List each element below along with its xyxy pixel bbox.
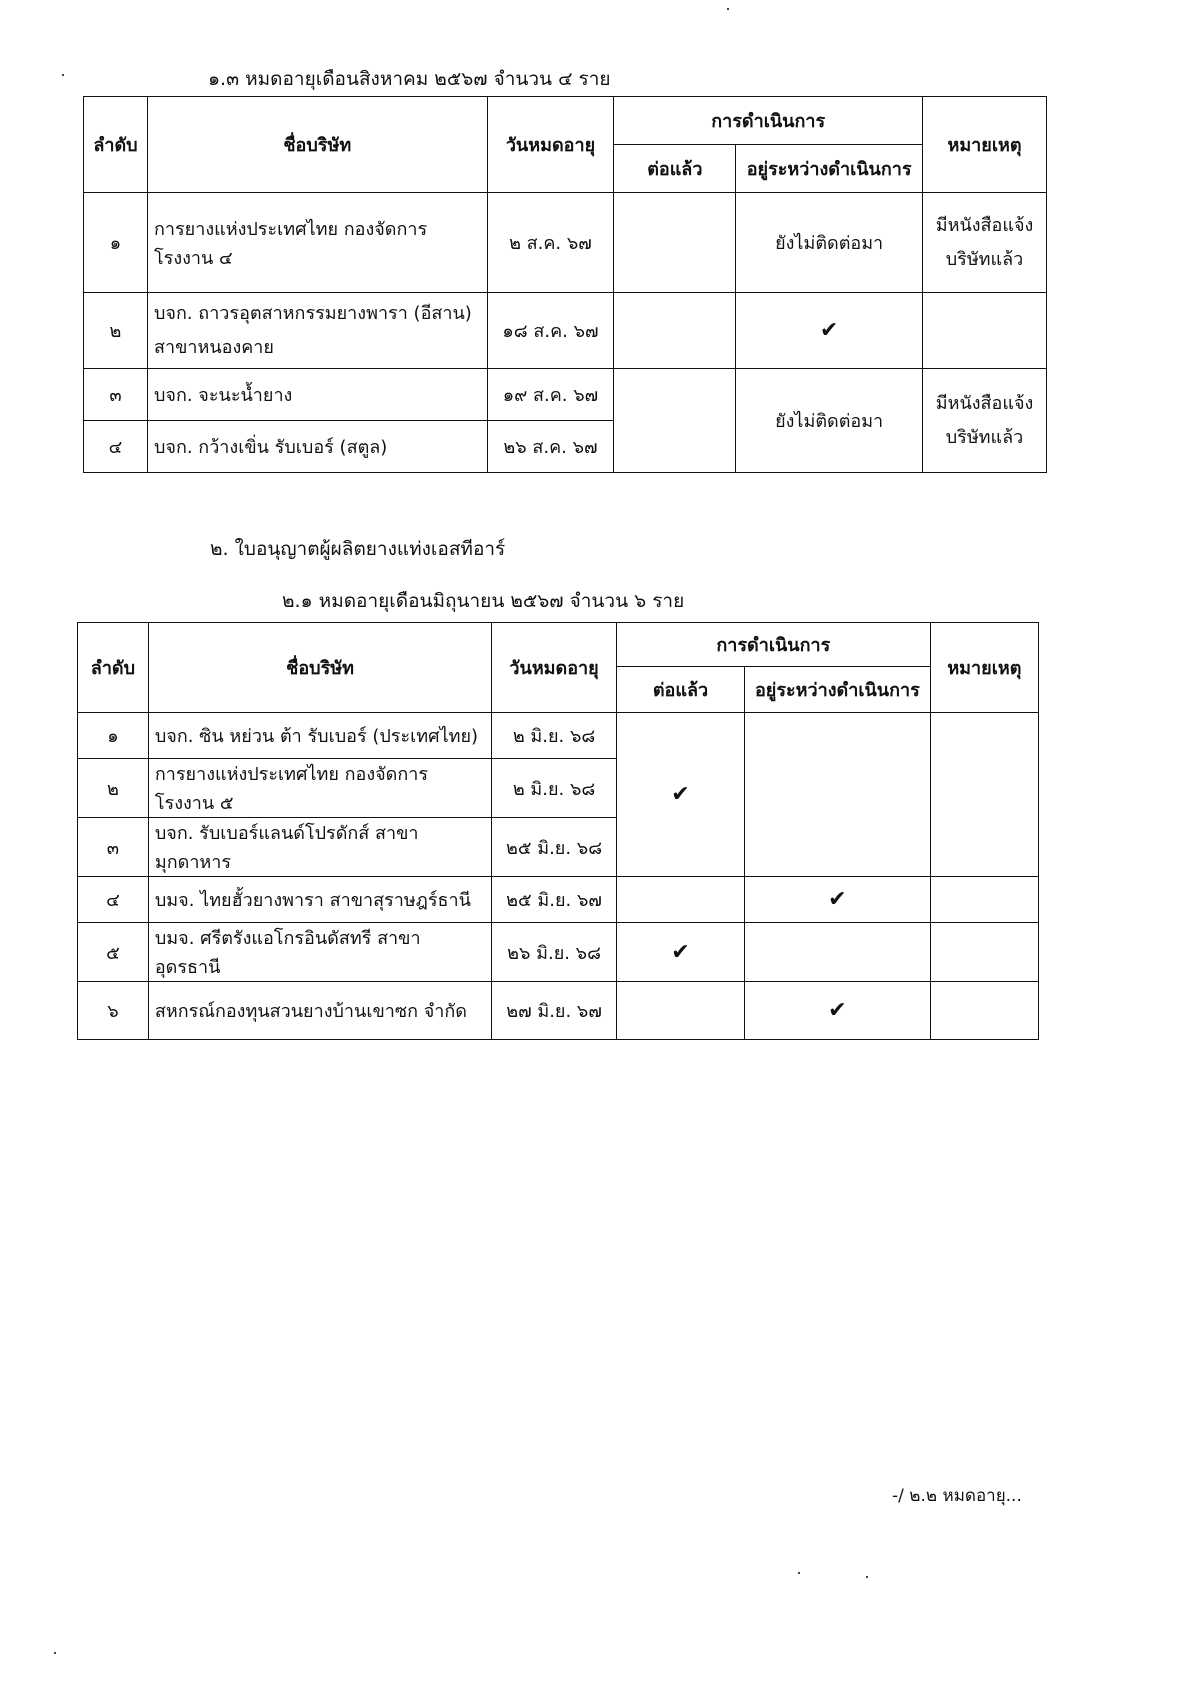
row-expiry: ๑๙ ส.ค. ๖๗ xyxy=(487,369,614,421)
row-company: การยางแห่งประเทศไทย กองจัดการโรงงาน ๕ xyxy=(148,759,491,818)
header-no: ลำดับ xyxy=(84,97,148,193)
header-expiry: วันหมดอายุ xyxy=(492,623,617,713)
table-june-expiry xyxy=(77,622,1039,1040)
row-company: บจก. รับเบอร์แลนด์โปรดักส์ สาขามุกดาหาร xyxy=(148,818,491,877)
row-company: บจก. กว้างเขิ่น รับเบอร์ (สตูล) xyxy=(147,421,487,473)
row-no: ๑ xyxy=(78,713,149,759)
row-in-progress: ยังไม่ติดต่อมา xyxy=(736,193,923,293)
check-icon: ✔ xyxy=(745,877,931,923)
header-company: ชื่อบริษัท xyxy=(148,623,491,713)
table-row xyxy=(78,923,1039,982)
header-company: ชื่อบริษัท xyxy=(147,97,487,193)
row-no: ๑ xyxy=(84,193,148,293)
section-2-title: ๒. ใบอนุญาตผู้ผลิตยางแท่งเอสทีอาร์ xyxy=(210,538,506,560)
row-no: ๒ xyxy=(78,759,149,818)
row-expiry: ๒๕ มิ.ย. ๖๘ xyxy=(492,818,617,877)
header-action: การดำเนินการ xyxy=(614,97,923,145)
header-in-progress: อยู่ระหว่างดำเนินการ xyxy=(736,145,923,193)
row-no: ๓ xyxy=(78,818,149,877)
row-no: ๓ xyxy=(84,369,148,421)
section-2-1-title: ๒.๑ หมดอายุเดือนมิถุนายน ๒๕๖๗ จำนวน ๖ ราย xyxy=(282,590,685,612)
remark-line-1: มีหนังสือแจ้ง xyxy=(935,392,1034,414)
remark-line-2: บริษัทแล้ว xyxy=(945,248,1024,270)
row-no: ๒ xyxy=(84,293,148,369)
header-expiry: วันหมดอายุ xyxy=(487,97,614,193)
row-remark xyxy=(930,713,1038,877)
row-company: สหกรณ์กองทุนสวนยางบ้านเขาซก จำกัด xyxy=(148,982,491,1040)
remark-line-1: มีหนังสือแจ้ง xyxy=(935,214,1034,236)
header-in-progress: อยู่ระหว่างดำเนินการ xyxy=(745,667,931,713)
row-company: การยางแห่งประเทศไทย กองจัดการโรงงาน ๔ xyxy=(147,193,487,293)
remark-line-2: บริษัทแล้ว xyxy=(945,426,1024,448)
row-renewed xyxy=(614,193,736,293)
check-icon: ✔ xyxy=(616,923,744,982)
row-no: ๔ xyxy=(84,421,148,473)
header-remark: หมายเหตุ xyxy=(923,97,1047,193)
section-1-3-title: ๑.๓ หมดอายุเดือนสิงหาคม ๒๕๖๗ จำนวน ๔ ราย xyxy=(208,68,611,90)
table-row xyxy=(78,877,1039,923)
header-remark: หมายเหตุ xyxy=(930,623,1038,713)
check-icon: ✔ xyxy=(745,982,931,1040)
check-icon: ✔ xyxy=(616,713,744,877)
table-august-expiry xyxy=(83,96,1047,473)
scan-speck xyxy=(727,8,729,10)
row-expiry: ๒๕ มิ.ย. ๖๗ xyxy=(492,877,617,923)
row-no: ๖ xyxy=(78,982,149,1040)
row-expiry: ๒๖ ส.ค. ๖๗ xyxy=(487,421,614,473)
row-remark xyxy=(923,293,1047,369)
row-renewed xyxy=(614,369,736,473)
scan-speck xyxy=(798,1572,800,1574)
row-no: ๔ xyxy=(78,877,149,923)
table-row xyxy=(84,293,1047,369)
row-no: ๕ xyxy=(78,923,149,982)
header-renewed: ต่อแล้ว xyxy=(614,145,736,193)
row-renewed xyxy=(616,982,744,1040)
table-row xyxy=(78,982,1039,1040)
table-row xyxy=(78,713,1039,759)
row-in-progress: ยังไม่ติดต่อมา xyxy=(736,369,923,473)
row-remark xyxy=(923,193,1047,293)
scan-speck xyxy=(54,1652,56,1654)
continuation-note: -/ ๒.๒ หมดอายุ... xyxy=(892,1486,1022,1506)
row-expiry: ๒ ส.ค. ๖๗ xyxy=(487,193,614,293)
row-remark xyxy=(930,982,1038,1040)
row-expiry: ๒ มิ.ย. ๖๘ xyxy=(492,759,617,818)
row-company: บมจ. ไทยฮั้วยางพารา สาขาสุราษฎร์ธานี xyxy=(148,877,491,923)
scan-speck xyxy=(866,1576,868,1578)
row-company: บจก. ซิน หย่วน ต้า รับเบอร์ (ประเทศไทย) xyxy=(148,713,491,759)
header-action: การดำเนินการ xyxy=(616,623,930,667)
row-remark xyxy=(923,369,1047,473)
row-expiry: ๒๖ มิ.ย. ๖๘ xyxy=(492,923,617,982)
row-remark xyxy=(930,877,1038,923)
row-renewed xyxy=(614,293,736,369)
row-company: บมจ. ศรีตรังแอโกรอินดัสทรี สาขาอุดรธานี xyxy=(148,923,491,982)
check-icon: ✔ xyxy=(736,293,923,369)
header-no: ลำดับ xyxy=(78,623,149,713)
table-row xyxy=(84,369,1047,421)
company-line-1: บจก. ถาวรอุตสาหกรรมยางพารา (อีสาน) xyxy=(153,302,472,324)
row-in-progress xyxy=(745,713,931,877)
row-expiry: ๒๗ มิ.ย. ๖๗ xyxy=(492,982,617,1040)
row-in-progress xyxy=(745,923,931,982)
row-renewed xyxy=(616,877,744,923)
header-renewed: ต่อแล้ว xyxy=(616,667,744,713)
row-expiry: ๒ มิ.ย. ๖๘ xyxy=(492,713,617,759)
company-line-2: สาขาหนองคาย xyxy=(153,336,274,358)
row-expiry: ๑๘ ส.ค. ๖๗ xyxy=(487,293,614,369)
row-company: บจก. จะนะน้ำยาง xyxy=(147,369,487,421)
row-company xyxy=(147,293,487,369)
table-row xyxy=(84,193,1047,293)
row-remark xyxy=(930,923,1038,982)
scan-speck xyxy=(62,74,64,76)
